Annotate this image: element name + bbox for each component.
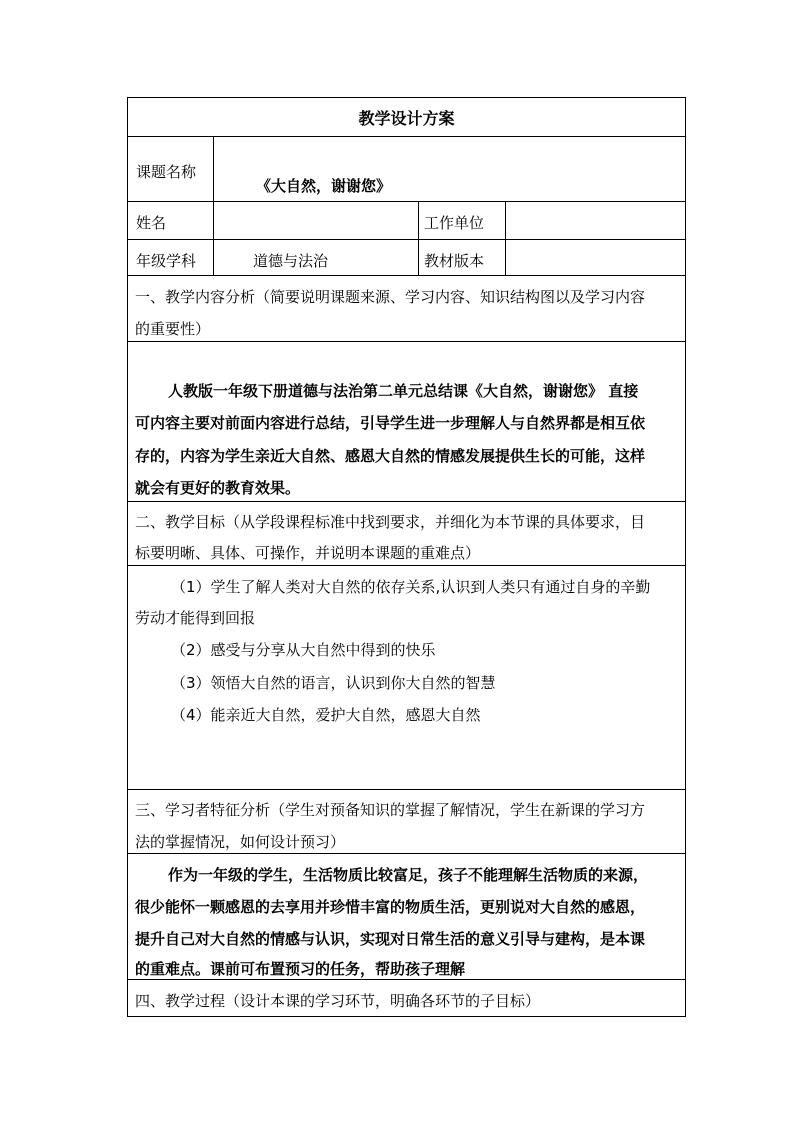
- content-analysis-text: 存的，内容为学生亲近大自然、感恩大自然的情感发展提供生长的可能，这样: [135, 447, 646, 465]
- row-divider: [128, 565, 685, 566]
- lesson-design-table: [127, 97, 686, 1017]
- section-heading-learner-analysis: 三、学习者特征分析（学生对预备知识的掌握了解情况，学生在新课的学习方: [135, 801, 646, 819]
- row-divider: [128, 239, 685, 240]
- row-divider: [128, 341, 685, 342]
- objective-item: 劳动才能得到回报: [135, 609, 256, 627]
- row-divider: [128, 136, 685, 137]
- name-label: 姓名: [136, 214, 167, 232]
- section-heading-content-analysis: 一、教学内容分析（简要说明课题来源、学习内容、知识结构图以及学习内容: [135, 288, 646, 306]
- column-divider: [213, 136, 214, 275]
- page-title: 教学设计方案: [358, 109, 455, 128]
- learner-analysis-text: 作为一年级的学生，生活物质比较富足，孩子不能理解生活物质的来源，: [168, 866, 649, 884]
- section-heading-content-analysis: 的重要性）: [135, 320, 211, 338]
- section-heading-teaching-objectives: 标要明晰、具体、可操作，并说明本课题的重难点）: [135, 544, 481, 562]
- objective-item: （4）能亲近大自然，爱护大自然，感恩大自然: [171, 706, 481, 724]
- learner-analysis-text: 的重难点。课前可布置预习的任务，帮助孩子理解: [135, 960, 466, 978]
- row-divider: [128, 853, 685, 854]
- grade-subject-label: 年级学科: [136, 252, 197, 270]
- learner-analysis-text: 提升自己对大自然的情感与认识，实现对日常生活的意义引导与建构，是本课: [135, 930, 646, 948]
- objective-item: （2）感受与分享从大自然中得到的快乐: [171, 641, 436, 659]
- learner-analysis-text: 很少能怀一颗感恩的去享用并珍惜丰富的物质生活，更别说对大自然的感恩，: [135, 898, 646, 916]
- content-analysis-text: 就会有更好的教育效果。: [135, 479, 301, 497]
- objective-item: （1）学生了解人类对大自然的依存关系,认识到人类只有通过自身的辛勤: [171, 578, 651, 596]
- work-unit-label: 工作单位: [424, 214, 485, 232]
- column-divider: [505, 201, 506, 275]
- objective-item: （3）领悟大自然的语言，认识到你大自然的智慧: [171, 674, 496, 692]
- textbook-label: 教材版本: [424, 252, 485, 270]
- column-divider: [418, 201, 419, 275]
- topic-label: 课题名称: [136, 163, 197, 181]
- row-divider: [128, 501, 685, 502]
- content-analysis-text: 人教版一年级下册道德与法治第二单元总结课《大自然，谢谢您》 直接: [168, 382, 639, 400]
- row-divider: [128, 979, 685, 980]
- row-divider: [128, 201, 685, 202]
- section-heading-learner-analysis: 法的掌握情况，如何设计预习）: [135, 833, 346, 851]
- row-divider: [128, 789, 685, 790]
- grade-subject-value: 道德与法治: [253, 252, 329, 270]
- section-heading-teaching-process: 四、教学过程（设计本课的学习环节，明确各环节的子目标）: [135, 992, 541, 1010]
- content-analysis-text: 可内容主要对前面内容进行总结，引导学生进一步理解人与自然界都是相互依: [135, 414, 646, 432]
- topic-value: 《大自然，谢谢您》: [256, 177, 392, 195]
- section-heading-teaching-objectives: 二、教学目标（从学段课程标准中找到要求，并细化为本节课的具体要求，目: [135, 513, 646, 531]
- row-divider: [128, 275, 685, 276]
